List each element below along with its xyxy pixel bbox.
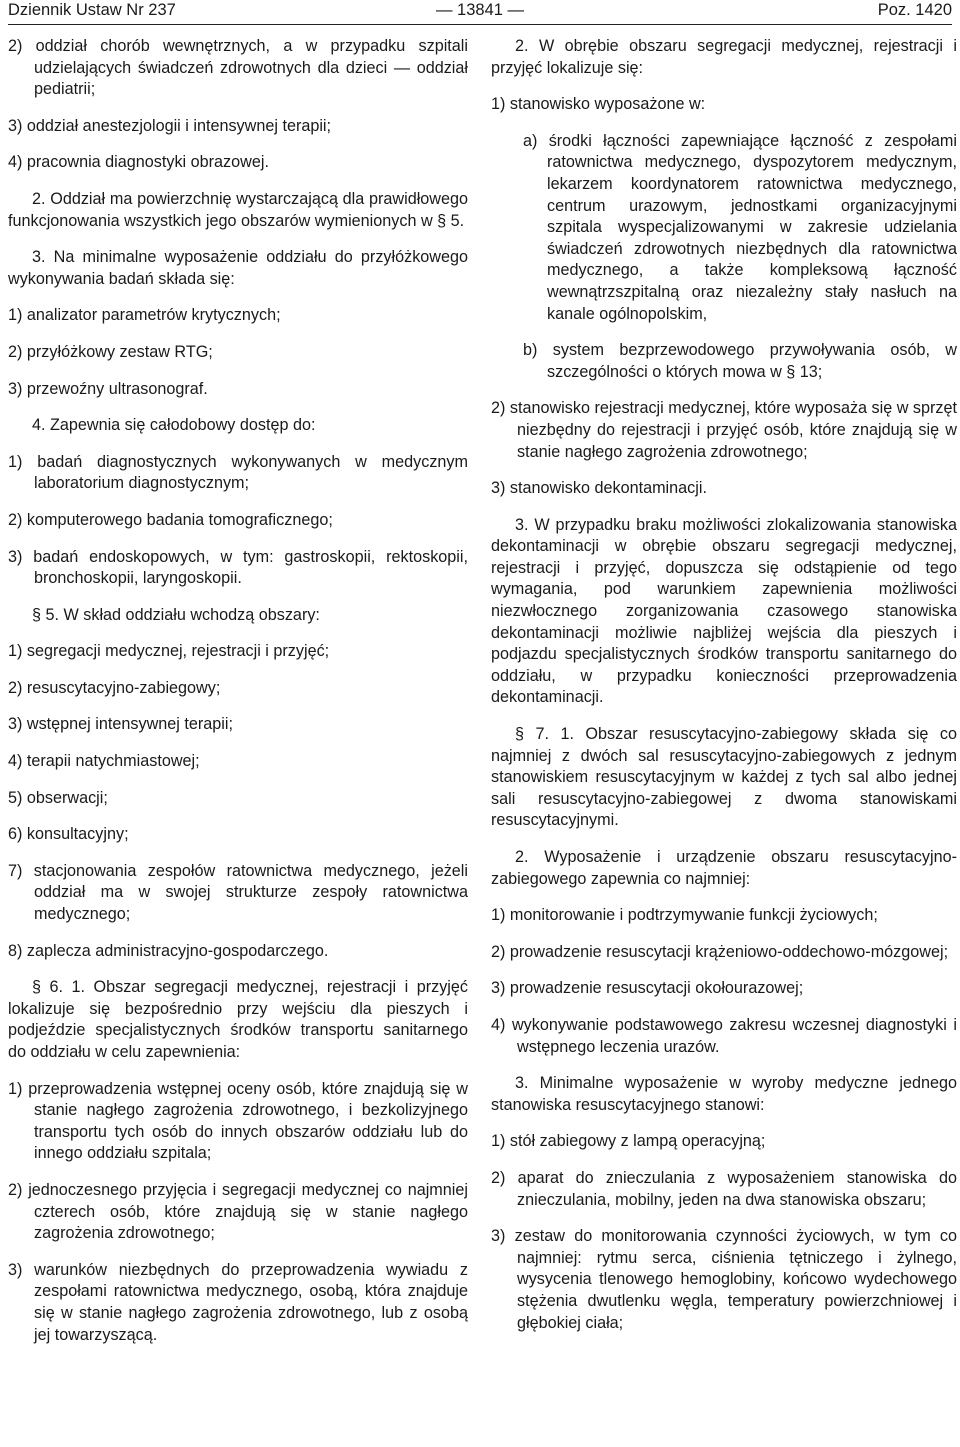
page-number: — 13841 — bbox=[435, 1, 525, 19]
list-item: 3) oddział anestezjologii i intensywnej terapii; bbox=[8, 116, 332, 135]
list-item: 2) resuscytacyjno-zabiegowy; bbox=[8, 678, 221, 697]
list-subitem: b) system bezprzewodowego przywoływania osób, w szczególności o których mowa w § 13; bbox=[523, 341, 957, 381]
paragraph: 2. W obrębie obszaru segregacji medycznej, rejestracji i przyjęć lokalizuje się: bbox=[491, 37, 957, 77]
list-item: 2) jednoczesnego przyjęcia i segregacji medycznej co najmniej czterech osób, które znajdują się w stanie nagłego zagrożenia zdrowotnego; bbox=[8, 1180, 468, 1243]
paragraph: § 6. 1. Obszar segregacji medycznej, rejestracji i przyjęć lokalizuje się bezpośrednio przy wejściu dla pieszych i podjeździe specjalistycznych środków transportu sanitarnego do oddziału w celu zapewnienia: bbox=[8, 978, 468, 1061]
journal-title: Dziennik Ustaw Nr 237 bbox=[8, 1, 176, 19]
right-column bbox=[491, 36, 957, 1349]
header-rule bbox=[8, 24, 952, 25]
list-item: 1) przeprowadzenia wstępnej oceny osób, które znajdują się w stanie nagłego zagrożenia zdrowotnego, i bezkolizyjnego transportu tych osób do innych obszarów oddziału lub do innego oddziału szpitala; bbox=[8, 1079, 468, 1163]
list-item: 1) stół zabiegowy z lampą operacyjną; bbox=[491, 1132, 766, 1151]
list-item: 3) prowadzenie resuscytacji okołourazowej; bbox=[491, 979, 804, 998]
left-column bbox=[8, 36, 468, 1361]
list-item: 1) stanowisko wyposażone w: bbox=[491, 95, 706, 114]
paragraph: 3. Na minimalne wyposażenie oddziału do przyłóżkowego wykonywania badań składa się: bbox=[8, 248, 468, 288]
list-item: 3) wstępnej intensywnej terapii; bbox=[8, 715, 233, 734]
list-item: 1) monitorowanie i podtrzymywanie funkcji życiowych; bbox=[491, 906, 878, 925]
list-item: 2) komputerowego badania tomograficznego; bbox=[8, 510, 333, 529]
list-item: 4) terapii natychmiastowej; bbox=[8, 752, 200, 771]
paragraph: 2. Oddział ma powierzchnię wystarczającą dla prawidłowego funkcjonowania wszystkich jego obszarów wymienionych w § 5. bbox=[8, 189, 468, 230]
list-item: 3) warunków niezbędnych do przeprowadzenia wywiadu z zespołami ratownictwa medycznego, osobą, która znajduje się w stanie nagłego zagrożenia zdrowotnego, lub z osobą jej towarzyszącą. bbox=[8, 1260, 468, 1344]
list-item: 3) przewoźny ultrasonograf. bbox=[8, 379, 208, 398]
list-item: 2) przyłóżkowy zestaw RTG; bbox=[8, 342, 213, 361]
list-item: 6) konsultacyjny; bbox=[8, 825, 129, 844]
paragraph: 2. Wyposażenie i urządzenie obszaru resuscytacyjno-zabiegowego zapewnia co najmniej: bbox=[491, 848, 957, 888]
paragraph: § 5. W skład oddziału wchodzą obszary: bbox=[32, 605, 320, 624]
list-item: 1) segregacji medycznej, rejestracji i przyjęć; bbox=[8, 642, 330, 661]
list-item: 4) wykonywanie podstawowego zakresu wczesnej diagnostyki i wstępnego leczenia urazów. bbox=[491, 1015, 957, 1056]
list-item: 3) stanowisko dekontaminacji. bbox=[491, 479, 707, 498]
list-item: 1) badań diagnostycznych wykonywanych w medycznym laboratorium diagnostycznym; bbox=[8, 452, 468, 493]
list-item: 3) badań endoskopowych, w tym: gastroskopii, rektoskopii, bronchoskopii, laryngoskopii. bbox=[8, 547, 468, 588]
page-header bbox=[8, 0, 952, 22]
list-item: 2) oddział chorób wewnętrznych, a w przypadku szpitali udzielających świadczeń zdrowotnych dla dzieci — oddział pediatrii; bbox=[8, 37, 468, 99]
position-number: Poz. 1420 bbox=[877, 1, 952, 19]
list-item: 3) zestaw do monitorowania czynności życiowych, w tym co najmniej: rytmu serca, ciśnienia tętniczego i żylnego, wysycenia tlenowego hemoglobiny, końcowo wydechowego stężenia dwutlenku węgla, temperatury powierzchniowej i głębokiej ciała; bbox=[491, 1227, 957, 1332]
paragraph: 3. W przypadku braku możliwości zlokalizowania stanowiska dekontaminacji w obrębie obszaru segregacji medycznej, rejestracji i przyjęć, dopuszcza się odstąpienie od tego wymagania, pod warunkiem zapewnienia możliwości niezwłocznego zorganizowania czasowego stanowiska dekontaminacji możliwie najbliżej wejścia dla pieszych i podjazdu specjalistycznych środków transportu sanitarnego do oddziału, w przypadku konieczności przeprowadzenia dekontaminacji. bbox=[491, 515, 957, 707]
list-item: 8) zaplecza administracyjno-gospodarczego. bbox=[8, 941, 329, 960]
list-item: 4) pracownia diagnostyki obrazowej. bbox=[8, 153, 269, 172]
paragraph: § 7. 1. Obszar resuscytacyjno-zabiegowy składa się co najmniej z dwóch sal resuscytacyjno-zabiegowych z jednym stanowiskiem resuscytacyjnym w każdej z tych sal albo jednej sali resuscytacyjno-zabiegowej z dwoma stanowiskami resuscytacyjnymi. bbox=[491, 725, 957, 830]
list-subitem: a) środki łączności zapewniające łączność z zespołami ratownictwa medycznego, dyspozytorem medycznym, lekarzem koordynatorem ratownictwa medycznego, centrum urazowym, jednostkami organizacyjnymi szpitala wyspecjalizowanymi w zakresie udzielania świadczeń zdrowotnych niezbędnych dla ratownictwa medycznego, a także kompleksową łączność wewnątrzszpitalną oraz niezależny stały nasłuch na kanale ogólnopolskim, bbox=[523, 131, 957, 323]
list-item: 2) aparat do znieczulania z wyposażeniem stanowiska do znieczulania, mobilny, jeden na dwa stanowiska obszaru; bbox=[491, 1168, 957, 1209]
list-item: 2) stanowisko rejestracji medycznej, które wyposaża się w sprzęt niezbędny do rejestracji i przyjęć osób, które znajdują się w stanie nagłego zagrożenia zdrowotnego; bbox=[491, 399, 958, 461]
list-item: 7) stacjonowania zespołów ratownictwa medycznego, jeżeli oddział ma w swojej strukturze zespoły ratownictwa medycznego; bbox=[8, 861, 468, 924]
paragraph: 3. Minimalne wyposażenie w wyroby medyczne jednego stanowiska resuscytacyjnego stanowi: bbox=[491, 1074, 957, 1114]
list-item: 2) prowadzenie resuscytacji krążeniowo-oddechowo-mózgowej; bbox=[491, 942, 949, 961]
list-item: 5) obserwacji; bbox=[8, 788, 108, 807]
paragraph: 4. Zapewnia się całodobowy dostęp do: bbox=[32, 416, 316, 435]
list-item: 1) analizator parametrów krytycznych; bbox=[8, 306, 281, 325]
